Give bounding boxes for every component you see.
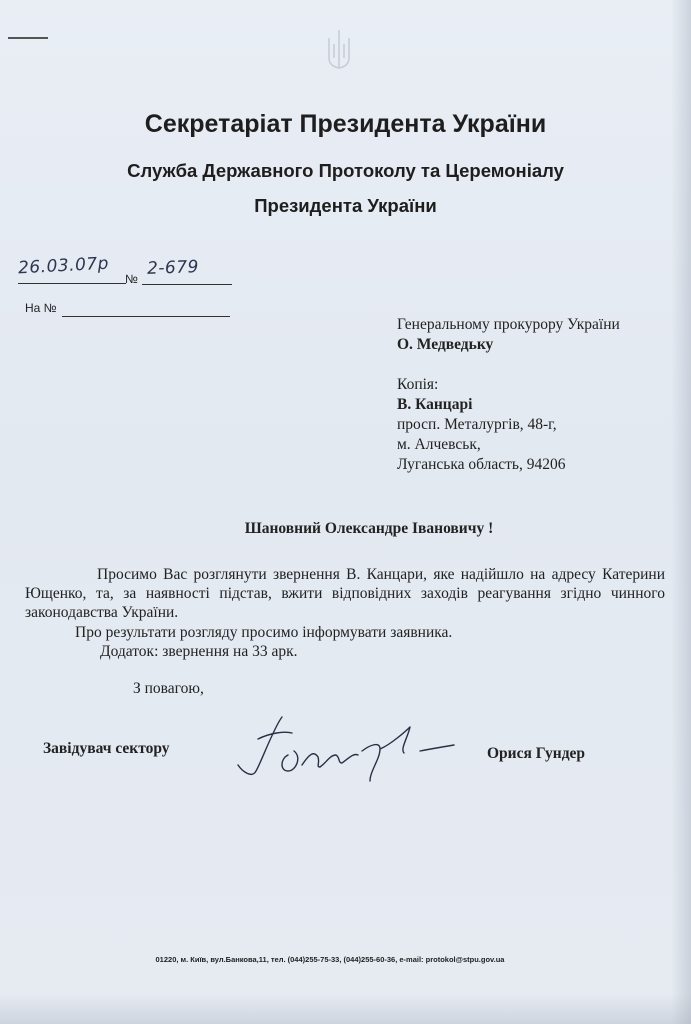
closing: З повагою, bbox=[133, 680, 204, 697]
org-subtitle-2: Президента України bbox=[254, 195, 437, 216]
trident-watermark-icon bbox=[325, 28, 353, 72]
footer-contacts: 01220, м. Київ, вул.Банкова,11, тел. (044)255-75-33, (044)255-60-36, e-mail: protokol@stpu.gov.ua bbox=[155, 955, 505, 964]
copy-city: м. Алчевськ, bbox=[397, 436, 481, 453]
registration-date: 26.03.07р bbox=[17, 253, 110, 279]
attachment-note: Додаток: звернення на 33 арк. bbox=[100, 643, 298, 660]
signatory-position: Завідувач сектору bbox=[43, 740, 170, 757]
page-edge-shadow bbox=[671, 0, 691, 1024]
recipient-position: Генеральному прокурору України bbox=[397, 316, 620, 333]
body-paragraph-2: Про результати розгляду просимо інформувати заявника. bbox=[75, 624, 453, 641]
copy-region: Луганська область, 94206 bbox=[397, 456, 566, 473]
copy-label: Копія: bbox=[397, 376, 439, 393]
corner-mark bbox=[8, 37, 48, 39]
registration-number: 2-679 bbox=[146, 257, 200, 279]
number-underline bbox=[142, 284, 232, 285]
copy-street: просп. Металургів, 48-г, bbox=[397, 416, 557, 433]
reply-underline bbox=[62, 316, 230, 317]
reply-to-label: На № bbox=[25, 301, 57, 315]
date-underline bbox=[18, 283, 126, 284]
handwritten-signature-icon bbox=[230, 705, 470, 795]
salutation: Шановний Олександре Івановичу ! bbox=[244, 520, 494, 537]
body-paragraph-1: Просимо Вас розглянути звернення В. Канцари, яке надійшло на адресу Катерини Ющенко, та, за наявності підстав, вжити відповідних заходів реагування згідно чинного законодавства України. bbox=[25, 566, 665, 621]
org-subtitle: Служба Державного Протоколу та Церемоніалу bbox=[127, 160, 564, 181]
recipient-name: О. Медведьку bbox=[397, 336, 494, 353]
org-title: Секретаріат Президента України bbox=[144, 110, 547, 138]
signatory-name: Орися Гундер bbox=[487, 745, 586, 762]
registration-number-label: № bbox=[125, 272, 138, 286]
copy-name: В. Канцарі bbox=[397, 396, 473, 413]
page-bottom-shadow bbox=[0, 994, 691, 1024]
